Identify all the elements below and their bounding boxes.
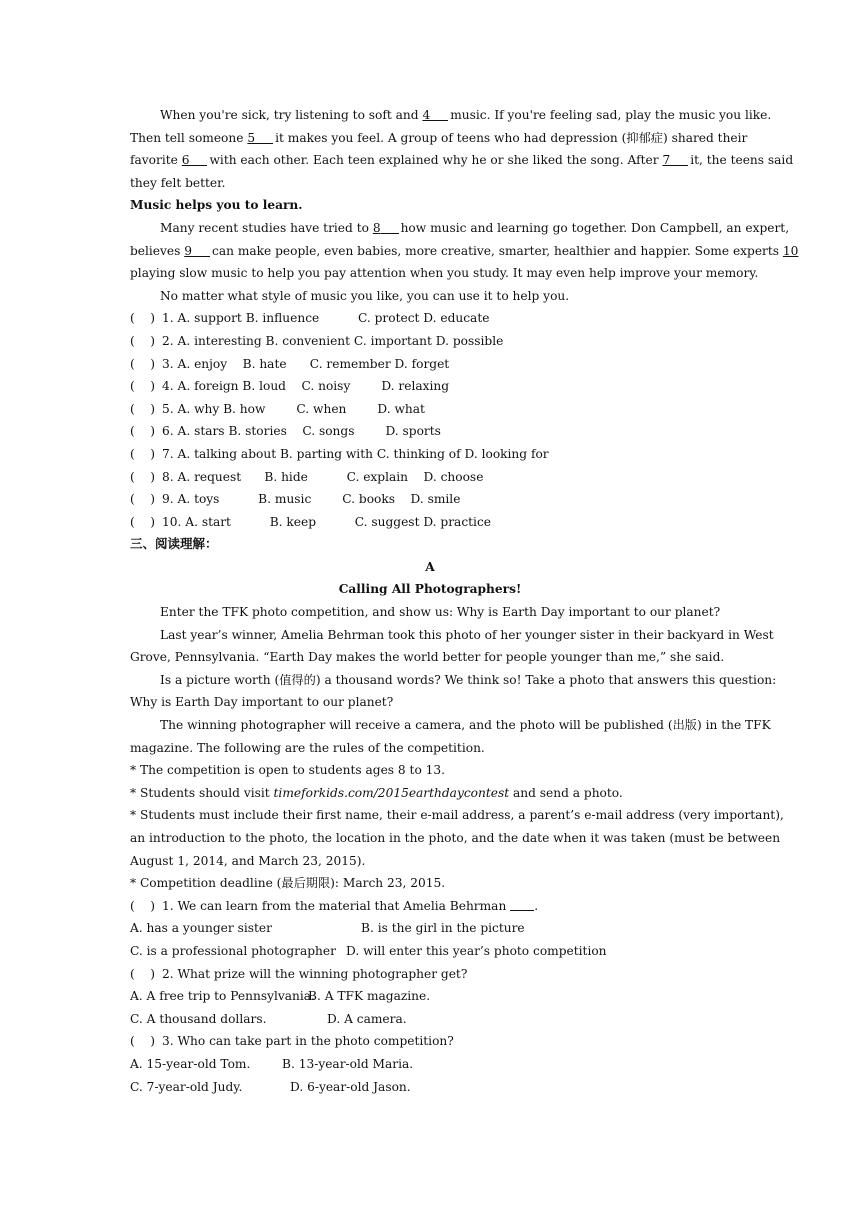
option-choices: A. foreign B. loud C. noisy D. relaxing <box>177 379 450 394</box>
option-b: B. is the girl in the picture <box>361 921 525 936</box>
option-a: A. 15-year-old Tom. <box>130 1056 251 1071</box>
chinese-gloss: 值得的 <box>279 672 316 687</box>
passage-line: playing slow music to help you pay attention when you study. It may even help improve your memory. <box>130 266 759 281</box>
blank-number: 5 <box>247 130 256 145</box>
chinese-gloss: 抑郁症 <box>626 130 663 145</box>
question-text: . <box>534 898 539 913</box>
passage-text: favorite <box>130 153 182 168</box>
passage-line <box>130 217 790 240</box>
contest-url: timeforkids.com/2015earthdaycontest <box>273 785 510 800</box>
answer-paren[interactable]: ( ) <box>130 469 156 484</box>
blank-line <box>510 900 534 911</box>
article-text: Is a picture worth ( <box>160 672 280 687</box>
option-c: C. A thousand dollars. <box>130 1011 267 1026</box>
cloze-option-row <box>130 466 730 489</box>
option-number: 1. <box>162 311 174 326</box>
blank-number: 8 <box>372 220 381 235</box>
cloze-options <box>130 307 730 533</box>
blank-number: 4 <box>422 108 431 122</box>
option-row <box>130 940 730 963</box>
passage-text: how music and learning go together. Don Campbell, an expert, <box>400 220 790 235</box>
passage-line <box>130 240 799 263</box>
passage-line <box>130 104 772 127</box>
question-item <box>130 963 730 986</box>
option-row <box>130 1008 730 1031</box>
blank-line <box>189 153 207 166</box>
option-a: A. has a younger sister <box>130 921 272 936</box>
passage-line: they felt better. <box>130 175 226 190</box>
blank-line <box>255 131 273 144</box>
answer-paren[interactable]: ( ) <box>130 966 156 981</box>
rule-item <box>130 872 730 895</box>
answer-paren[interactable]: ( ) <box>130 424 156 439</box>
cloze-option-row <box>130 330 730 353</box>
option-choices: A. toys B. music C. books D. smile <box>177 492 461 507</box>
answer-paren[interactable]: ( ) <box>130 401 156 416</box>
answer-paren[interactable]: ( ) <box>130 311 156 326</box>
answer-paren[interactable]: ( ) <box>130 514 156 529</box>
article-line: Last year’s winner, Amelia Behrman took this photo of her younger sister in their backyard in West <box>160 627 774 642</box>
option-number: 3. <box>162 356 174 371</box>
answer-paren[interactable]: ( ) <box>130 379 156 394</box>
answer-paren[interactable]: ( ) <box>130 492 156 507</box>
option-number: 5. <box>162 401 174 416</box>
passage-text: can make people, even babies, more creative, smarter, healthier and happier. Some experts <box>212 243 783 258</box>
option-choices: A. why B. how C. when D. what <box>177 401 425 416</box>
option-row <box>130 985 730 1008</box>
article-line: Why is Earth Day important to our planet? <box>130 695 394 710</box>
chinese-gloss: 最后期限 <box>281 876 331 891</box>
answer-paren[interactable]: ( ) <box>130 356 156 371</box>
rule-text: * Competition deadline ( <box>130 876 282 891</box>
rule-text: * Students should visit <box>130 785 274 800</box>
section-title: 三、阅读理解： <box>130 536 218 552</box>
answer-paren[interactable]: ( ) <box>130 333 156 348</box>
article-text: ) a thousand words? We think so! Take a photo that answers this question: <box>315 672 777 687</box>
passage-text: believes <box>130 243 185 258</box>
option-d: D. 6-year-old Jason. <box>290 1079 411 1094</box>
option-d: D. will enter this year’s photo competition <box>346 943 607 958</box>
rule-item: * The competition is open to students ages 8 to 13. <box>130 763 446 778</box>
option-number: 6. <box>162 424 174 439</box>
cloze-option-row <box>130 353 730 376</box>
rule-item: August 1, 2014, and March 23, 2015). <box>130 853 366 868</box>
blank-line <box>430 108 448 121</box>
question-item <box>130 1030 730 1053</box>
option-row <box>130 1053 730 1076</box>
option-number: 2. <box>162 333 174 348</box>
rule-text: and send a photo. <box>509 785 623 800</box>
article-line: Grove, Pennsylvania. “Earth Day makes the world better for people younger than me,” she said. <box>130 650 725 665</box>
option-d: D. A camera. <box>327 1011 407 1026</box>
cloze-option-row <box>130 307 730 330</box>
option-choices: A. interesting B. convenient C. important D. possible <box>177 333 504 348</box>
passage-line <box>130 127 748 150</box>
option-number: 7. <box>162 446 174 461</box>
document-page <box>130 104 799 1098</box>
blank-line <box>670 153 688 166</box>
blank-number: 6 <box>181 153 190 168</box>
cloze-option-row <box>130 398 730 421</box>
rule-item: * Students must include their first name, their e-mail address, a parent’s e-mail address (very important), <box>130 808 784 823</box>
question-text: 2. What prize will the winning photographer get? <box>162 966 468 981</box>
answer-paren[interactable]: ( ) <box>130 446 156 461</box>
cloze-option-row <box>130 443 730 466</box>
part-label: A <box>425 559 435 574</box>
option-row <box>130 917 730 940</box>
cloze-option-row <box>130 420 730 443</box>
option-choices: A. request B. hide C. explain D. choose <box>177 469 484 484</box>
question-text: 1. We can learn from the material that Amelia Behrman <box>162 898 511 913</box>
option-b: B. A TFK magazine. <box>308 989 431 1004</box>
blank-number: 10 <box>782 243 799 258</box>
option-choices: A. support B. influence C. protect D. educate <box>177 311 490 326</box>
cloze-option-row <box>130 488 730 511</box>
passage-heading: Music helps you to learn. <box>130 198 303 213</box>
passage-text: Then tell someone <box>130 130 248 145</box>
option-choices: A. start B. keep C. suggest D. practice <box>185 514 491 529</box>
article-text: The winning photographer will receive a camera, and the photo will be published ( <box>160 718 673 733</box>
passage-text: music. If you're feeling sad, play the music you like. <box>450 108 772 122</box>
option-choices: A. stars B. stories C. songs D. sports <box>177 424 441 439</box>
cloze-option-row <box>130 511 730 534</box>
passage-text: it, the teens said <box>690 153 794 168</box>
option-c: C. is a professional photographer <box>130 943 336 958</box>
question-text: 3. Who can take part in the photo competition? <box>162 1034 454 1049</box>
blank-line <box>192 244 210 257</box>
passage-line <box>130 149 794 172</box>
cloze-option-row <box>130 375 730 398</box>
question-item <box>130 895 730 918</box>
answer-paren[interactable]: ( ) <box>130 898 156 913</box>
article-title: Calling All Photographers! <box>338 582 522 597</box>
passage-text: When you're sick, try listening to soft and <box>160 108 423 122</box>
article-line: Enter the TFK photo competition, and show us: Why is Earth Day important to our planet? <box>160 605 721 620</box>
passage-text: Many recent studies have tried to <box>160 220 373 235</box>
option-choices: A. enjoy B. hate C. remember D. forget <box>177 356 450 371</box>
option-row <box>130 1076 730 1099</box>
option-number: 8. <box>162 469 174 484</box>
rule-item <box>130 782 730 805</box>
blank-line <box>381 221 399 234</box>
article-line: magazine. The following are the rules of the competition. <box>130 740 485 755</box>
passage-line: No matter what style of music you like, you can use it to help you. <box>160 288 570 303</box>
article-text: ) in the TFK <box>696 718 771 733</box>
option-choices: A. talking about B. parting with C. thinking of D. looking for <box>177 446 549 461</box>
option-number: 10. <box>162 514 182 529</box>
passage-text: ) shared their <box>662 130 748 145</box>
rule-text: ): March 23, 2015. <box>330 876 446 891</box>
chinese-gloss: 出版 <box>672 718 697 733</box>
passage-text: with each other. Each teen explained why he or she liked the song. After <box>209 153 663 168</box>
option-a: A. A free trip to Pennsylvania. <box>130 989 315 1004</box>
passage-text: it makes you feel. A group of teens who had depression ( <box>275 130 627 145</box>
blank-number: 7 <box>662 153 671 168</box>
rule-item: an introduction to the photo, the location in the photo, and the date when it was taken (must be between <box>130 831 781 845</box>
article-line <box>130 669 777 692</box>
option-number: 4. <box>162 379 174 394</box>
option-number: 9. <box>162 492 174 507</box>
answer-paren[interactable]: ( ) <box>130 1034 156 1049</box>
option-c: C. 7-year-old Judy. <box>130 1079 243 1094</box>
option-b: B. 13-year-old Maria. <box>282 1056 414 1071</box>
blank-number: 9 <box>184 243 193 258</box>
article-line <box>130 714 771 737</box>
